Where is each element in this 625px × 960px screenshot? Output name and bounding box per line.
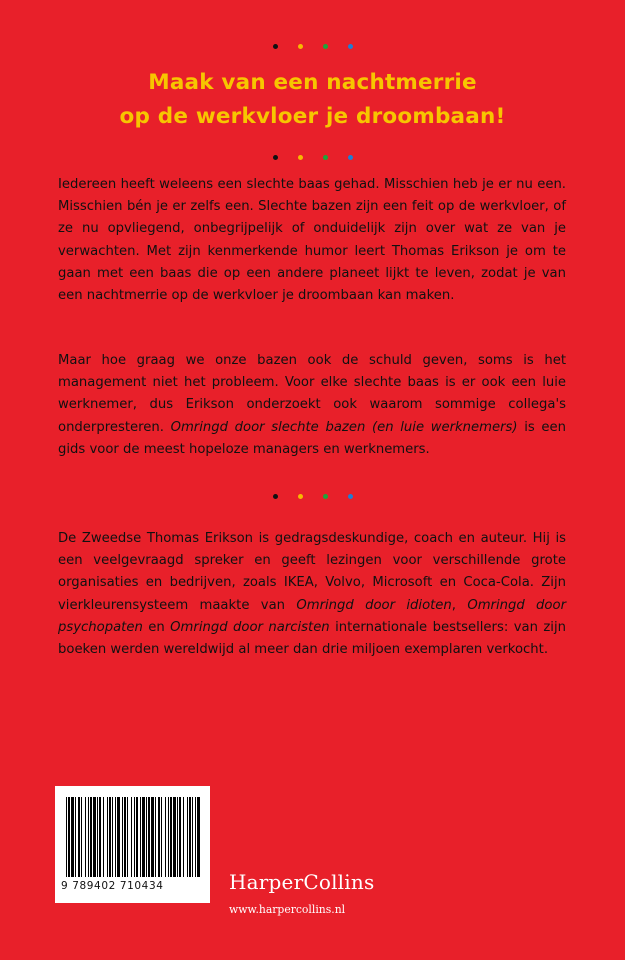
barcode-bars bbox=[66, 797, 200, 877]
book-title: Omringd door slechte bazen (en luie werknemers) bbox=[170, 419, 518, 435]
separator-text: en bbox=[142, 619, 171, 635]
yellow-dot bbox=[298, 44, 303, 49]
intro-paragraph: Iedereen heeft weleens een slechte baas gehad. Misschien heb je er nu een. Misschien bén je er zelfs een. Slechte bazen zijn een feit op de werkvloer, of ze nu opvliegend, onbegrijpelijk of onduidelijk zijn over wat ze van je verwachten. Met zijn kenmerkende humor leert Thomas Erikson je om te gaan met een baas die op een andere planeet lijkt te leven, zodat je van een nachtmerrie op de werkvloer je droombaan kan maken. bbox=[58, 177, 566, 304]
book-title: Omringd door idioten bbox=[296, 597, 452, 613]
publisher-logo: HarperCollins bbox=[229, 870, 375, 894]
black-dot bbox=[273, 155, 278, 160]
divider-dots-top bbox=[0, 44, 625, 49]
publisher-website: www.harpercollins.nl bbox=[229, 903, 346, 916]
paragraph-text: Maar hoe graag we onze bazen ook de schuld geven, soms is het management niet het probleem. Voor elke slechte baas is er ook een luie werknemer, dus Erikson onderzoekt ook waarom sommige collega's onderpresteren. bbox=[58, 353, 566, 435]
paragraph-text: internationale bestsellers: van zijn boeken werden wereldwijd al meer dan drie miljoen exemplaren verkocht. bbox=[58, 619, 566, 658]
author-bio-paragraph bbox=[58, 528, 566, 661]
headline-line-2: op de werkvloer je droombaan! bbox=[119, 104, 506, 129]
blue-dot bbox=[348, 494, 353, 499]
divider-dots-2 bbox=[0, 155, 625, 160]
black-dot bbox=[273, 494, 278, 499]
isbn-number: 9 789402 710434 bbox=[61, 880, 164, 892]
book-title: Omringd door psychopaten bbox=[58, 597, 566, 635]
barcode bbox=[55, 786, 210, 903]
yellow-dot bbox=[298, 494, 303, 499]
second-paragraph bbox=[58, 350, 566, 461]
paragraph-text: De Zweedse Thomas Erikson is gedragsdeskundige, coach en auteur. Hij is een veelgevraagd spreker en geeft lezingen voor verschillende grote organisaties en bedrijven, zoals IKEA, Volvo, Microsoft en Coca-Cola. Zijn vierkleurensysteem maakte van bbox=[58, 531, 566, 613]
separator-text: , bbox=[451, 597, 468, 613]
divider-dots-3 bbox=[0, 494, 625, 499]
headline-line-1: Maak van een nachtmerrie bbox=[148, 70, 477, 95]
green-dot bbox=[323, 44, 328, 49]
headline bbox=[0, 66, 625, 134]
paragraph-text: is een gids voor de meest hopeloze managers en werknemers. bbox=[58, 419, 566, 457]
black-dot bbox=[273, 44, 278, 49]
yellow-dot bbox=[298, 155, 303, 160]
green-dot bbox=[323, 494, 328, 499]
book-title: Omringd door narcisten bbox=[170, 619, 330, 635]
blue-dot bbox=[348, 155, 353, 160]
blue-dot bbox=[348, 44, 353, 49]
green-dot bbox=[323, 155, 328, 160]
